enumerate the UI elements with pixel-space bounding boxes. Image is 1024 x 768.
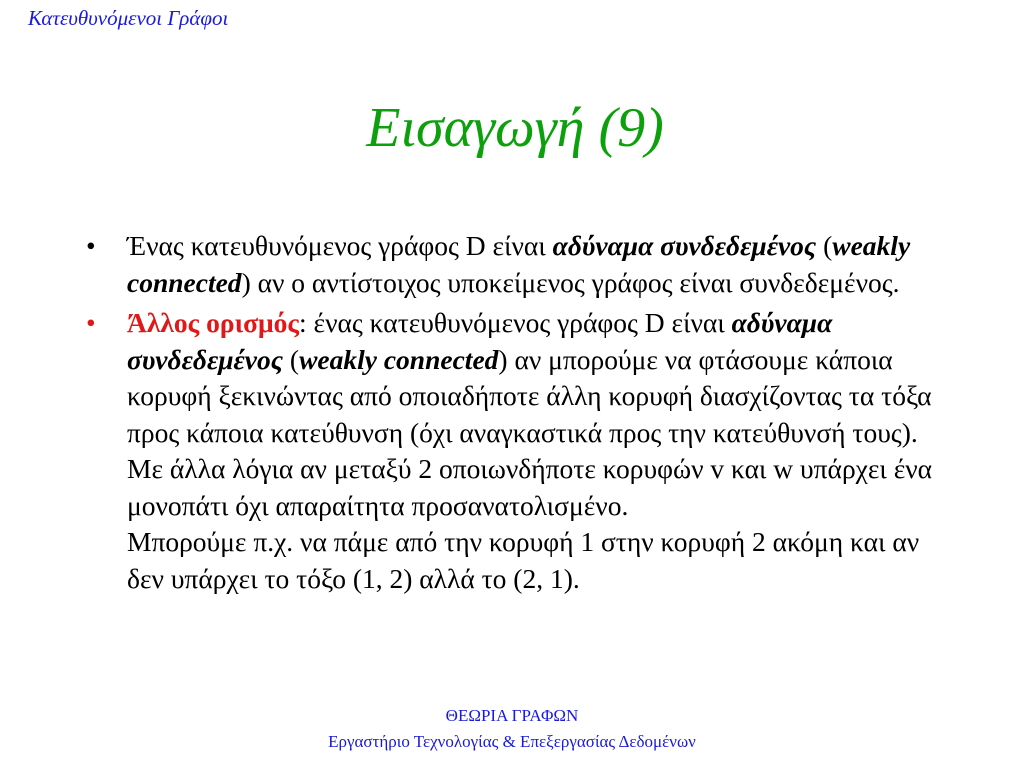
bullet-text: Ένας κατευθυνόμενος γράφος D είναι <box>127 230 553 261</box>
bullet-english-term: weakly connected <box>127 230 911 298</box>
bullet-item <box>86 228 946 301</box>
bullet-term: αδύναμα συνδεδεμένος <box>552 230 817 261</box>
bullet-term: αδύναμα συνδεδεμένος <box>127 307 833 375</box>
bullet-english-term: weakly connected <box>299 343 499 375</box>
bullet-text: ( <box>816 230 833 261</box>
bullet-text: : ένας κατευθυνόμενος γράφος D είναι <box>299 307 732 338</box>
bullet-label: Άλλος ορισμός <box>127 307 299 338</box>
header-title: Κατευθυνόμενοι Γράφοι <box>28 6 229 30</box>
slide-title: Εισαγωγή (9) <box>366 97 664 159</box>
bullet-text: Μπορούμε π.χ. να πάμε από την κορυφή 1 στην κορυφή 2 ακόμη και αν δεν υπάρχει το τόξο (1, 2) αλλά το (2, 1). <box>127 526 920 594</box>
footer-lab-name: Εργαστήριο Τεχνολογίας & Επεξεργασίας Δεδομένων <box>328 732 696 751</box>
bullet-icon: • <box>86 307 96 338</box>
bullet-text: ) αν μπορούμε να φτάσουμε κάποια κορυφή ξεκινώντας από οποιαδήποτε άλλη κορυφή διασχίζοντας τα τόξα προς κάποια κατεύθυνση (όχι αναγκαστικά προς την κατεύθυνσή τους). Με άλλα λόγια αν μεταξύ 2 οποιωνδήποτε κορυφών v και w υπάρχει ένα μονοπάτι όχι απαραίτητα προσανατολισμένο. <box>127 343 933 521</box>
slide-content <box>86 228 946 601</box>
bullet-item <box>86 305 946 597</box>
bullet-text: ) αν ο αντίστοιχος υποκείμενος γράφος είναι συνδεδεμένος. <box>241 266 900 298</box>
bullet-icon: • <box>86 230 96 261</box>
bullet-text: ( <box>283 343 300 375</box>
footer-course-title: ΘΕΩΡΙΑ ΓΡΑΦΩΝ <box>445 706 579 725</box>
